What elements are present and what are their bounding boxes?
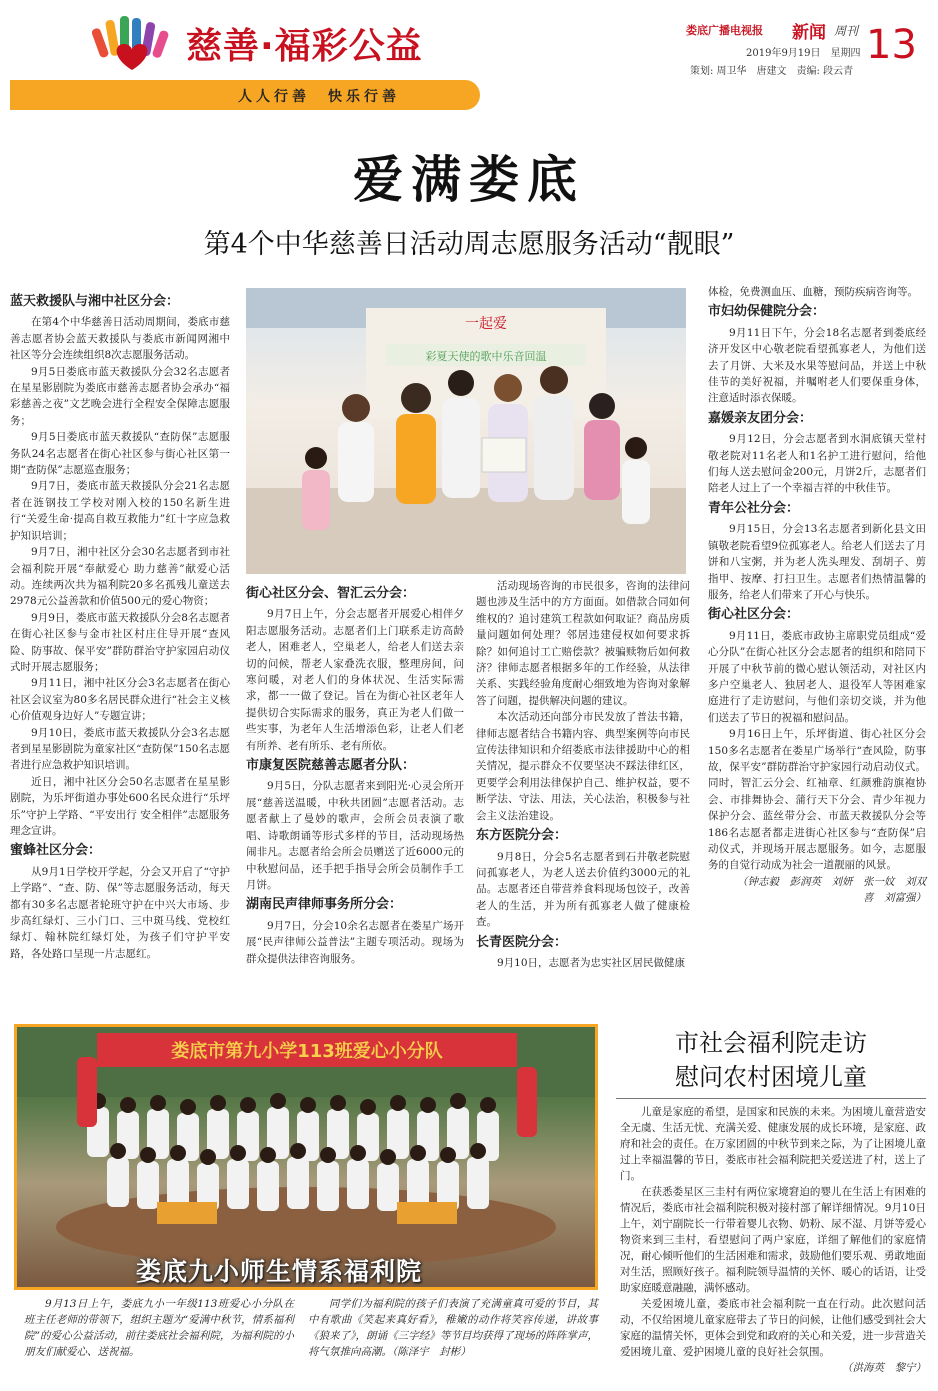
- issue-date: 2019年9月19日 星期四: [746, 48, 861, 59]
- paragraph: 9月10日，娄底市蓝天救援队分会3名志愿者到星星影剧院为童家社区“查防保”150名志愿者进行应急救护知识培训。: [10, 726, 230, 772]
- main-headline: 爱满娄底: [353, 151, 585, 209]
- paragraph: 儿童是家庭的希望，是国家和民族的未来。为困境儿童营造安全无虞、生活无忧、充满关爱、健康发展的成长环境，是家庭、政府和社会的责任。在万家团圆的中秋节到来之际，为了让困境儿童过上幸福温馨的节日，娄底市社会福利院把关爱送进了村，送上了门。: [620, 1106, 926, 1182]
- banner-text: 娄底市第九小学113班爱心小分队: [171, 1041, 443, 1062]
- section-title: 慈善·福彩公益: [186, 26, 423, 67]
- section-heading: 街心社区分会、智汇云分会：: [246, 586, 416, 601]
- paragraph: 近日，湘中社区分会50名志愿者在星星影剧院，为乐坪街道办事处600名民众进行“乐坪乐”守护上学路、“平安出行 安全相伴”志愿服务理念宣讲。: [10, 775, 230, 837]
- paragraph: 9月11日，湘中社区分会3名志愿者在街心社区会议室为80多名居民群众进行“社会主义核心价值观身边好人”专题宣讲；: [10, 677, 230, 723]
- title-line-1: 市社会福利院走访: [675, 1029, 867, 1057]
- banner-text: 一起爱: [465, 316, 507, 332]
- paragraph: 9月7日上午，分会志愿者开展爱心相伴夕阳志愿服务活动。志愿者们上门联系走访高龄老人，困难老人，空巢老人，给老人们送去亲切的问候，帮老人家叠洗衣服，整理房间，问寒问暖，对老人们的身体状况、生活实际需求，都一一做了登记。旨在为街心社区老年人提供切合实际需求的服务，真正为老人们做一些实事，为老年人生活增添色彩，让老人们老有所养、老有所乐、老有所依。: [246, 608, 464, 752]
- paragraph: 9月8日，分会5名志愿者到石井敬老院慰问孤寡老人，为老人送去价值约3000元的礼品。志愿者还自带营养食料现场包饺子，改善老人的生活，并为所有孤寡老人做了健康检查。: [476, 850, 690, 929]
- title-divider: [616, 1098, 926, 1099]
- paragraph: 在第4个中华慈善日活动周期间，娄底市慈善志愿者协会蓝天救援队与娄底市新闻网湘中社区等分会连续组织8次志愿服务活动。: [10, 316, 230, 362]
- photo-illustration: [246, 288, 686, 574]
- paragraph: 9月7日，分会10余名志愿者在娄星广场开展“民声律师公益普法”主题专项活动。现场为群众提供法律咨询服务。: [246, 919, 464, 965]
- paragraph: 9月12日，分会志愿者到水洞底镇天堂村敬老院对11名老人和1名护工进行慰问，给他们每人送去慰问金200元，月饼2斤，志愿者们陪老人过上了一个幸福吉祥的中秋佳节。: [708, 433, 926, 495]
- paragraph: 9月16日上午，乐坪街道、街心社区分会150多名志愿者在娄星广场举行“查风险，防事故，保平安”群防群治守护家园行动启动仪式。同时，智汇云分会、红袖章、红颜雅韵旗袍协会、市排舞协会、蒲行天下分会、青少年视力保护分会、蓝丝带分会、市蓝天救援队分会等186名志愿者都走进街心社区参与“查防保”启动仪式，并现场开展志愿服务。如今，志愿服务的自觉行动成为社会一道靓丽的风景。: [708, 728, 926, 872]
- paragraph: 体检，免费测血压、血糖，预防疾病咨询等。: [708, 286, 918, 298]
- section-heading: 青年公社分会：: [708, 500, 800, 516]
- paragraph: 9月9日，娄底市蓝天救援队分会8名志愿者在街心社区参与金市社区村庄住导开展“查风险、防事故、保平安”群防群治守护家园启动仪式时开展志愿服务；: [10, 611, 230, 673]
- section-heading: 湖南民声律师事务所分会：: [246, 897, 403, 913]
- lower-left-column-1: [24, 1296, 294, 1360]
- paragraph: 9月5日，分队志愿者来到阳光·心灵会所开展“慈善送温暖，中秋共团圆”志愿者活动。志愿者献上了曼妙的歌声，会所会员表演了歌唱、诗歌朗诵等形式多样的节目，活动现场热闹非凡。志愿者给会所会员赠送了近6000元的中秋慰问品，还手把手指导会所会员制作手工月饼。: [246, 780, 464, 891]
- right-story-title: [616, 1026, 926, 1094]
- article-column-1: [10, 290, 230, 962]
- section-heading: 蜜蜂社区分会：: [10, 843, 102, 859]
- paragraph: 本次活动还向部分市民发放了普法书籍，律师志愿者结合书籍内容、典型案例等向市民宣传法律知识和介绍娄底市法律援助中心的相关情况，提示群众不仅要坚决不踩法律红区，更要学会利用法律保护自己、维护权益，要不断学法、守法、用法，关心法治，积极参与社会主义法治建设。: [476, 711, 690, 822]
- class-group-photo: [14, 1024, 598, 1290]
- volunteers-group-photo: [246, 288, 686, 574]
- editors-credit: 策划: 周卫华 唐建文 责编: 段云青: [690, 66, 854, 77]
- right-story-body: [620, 1104, 926, 1376]
- weekly-label: 周刊: [834, 24, 859, 38]
- article-column-4: [708, 284, 926, 907]
- paragraph: 从9月1日学校开学起，分会又开启了“守护上学路”、“查、防、保”等志愿服务活动，每天都有30多名志愿者轮班守护在中兴大市场、步步高红绿灯、三小门口、三中斑马线、党校红绿灯、翰林院红绿灯处，为孩子们守护平安路，各处路口呈现一片志愿红。: [10, 865, 230, 960]
- paragraph: 在获悉娄星区三圭村有两位家境窘迫的婴儿在生活上有困难的情况后，娄底市社会福利院积极对接村部了解详细情况。9月10日上午，刘宁副院长一行带着婴儿衣物、奶粉、尿不湿、月饼等爱心物资来到三圭村，看望慰问了两户家庭，详细了解他们的家庭情况，耐心倾听他们的生活困难和需求，鼓励他们要乐观、勇敢地面对生活，照顾好孩子。福利院领导温情的关怀、暖心的话语，让受助家庭暖意融融，满怀感动。: [620, 1186, 926, 1294]
- sign-text: 彩夏天使的歌中乐音回温: [425, 350, 547, 363]
- paragraph: 9月10日，志愿者为忠实社区居民做健康: [497, 956, 686, 969]
- section-heading: 街心社区分会：: [708, 607, 800, 623]
- section-heading: 市妇幼保健院分会：: [708, 304, 826, 320]
- slogan: 人人行善 快乐行善: [238, 89, 400, 105]
- section-heading: 东方医院分会：: [476, 828, 568, 844]
- author-credit: （钟志毅 彭润英 刘妍 张一妏 刘双喜 刘富强）: [737, 875, 926, 905]
- paragraph: 9月11日下午，分会18名志愿者到娄底经济开发区中心敬老院看望孤寡老人，为他们送去了月饼、大米及水果等慰问品，并送上中秋佳节的美好祝福，并嘱咐老人们要保重身体，注意适时添衣保暖。: [708, 326, 926, 405]
- paragraph: 9月7日，湘中社区分会30名志愿者到市社会福利院开展“奉献爱心 助力慈善”献爱心活动。连续两次共为福利院20多名孤残儿童送去2978元公益善款和价值500元的爱心物资；: [10, 546, 230, 608]
- paragraph: 9月11日，娄底市政协主席职党员组成“爱心分队”在街心社区分会志愿者的组织和陪同下开展了中秋节前的微心慰认领活动，对社区内多户空巢老人、独居老人、退役军人等困难家庭进行了走访慰问，与他们亲切交谈，并为他们送去了节日的祝福和慰问品。: [708, 629, 926, 724]
- section-heading: 长青医院分会：: [476, 934, 568, 950]
- brand-name: 娄底广播电视报: [686, 24, 763, 37]
- paragraph: 关爱困境儿童，娄底市社会福利院一直在行动。此次慰问活动，不仅给困境儿童家庭带去了节日的问候，让他们感受到社会大家庭的温情关怀，更体会到党和政府的关心和关爱，进一步营造关爱困境儿童、爱护困境儿童的良好社会氛围。: [620, 1298, 926, 1358]
- photo-caption: 娄底九小师生情系福利院: [136, 1257, 423, 1286]
- title-line-2: 慰问农村困境儿童: [675, 1063, 867, 1091]
- lower-left-column-2: [308, 1296, 598, 1360]
- paragraph: 9月15日，分会13名志愿者到新化县文田镇敬老院看望9位孤寡老人。给老人们送去了月饼和八宝粥，并为老人洗头理发、刮胡子、剪指甲、按摩、打扫卫生。志愿者们热情温馨的服务，给老人们带来了开心与快乐。: [708, 523, 926, 601]
- paragraph: 同学们为福利院的孩子们表演了充满童真可爱的节目，其中有歌曲《笑起来真好看》，稚嫩的动作将笑容传递，讲故事《狼来了》，朗诵《三字经》等节目均获得了现场的阵阵掌声，将气氛推向高潮。（陈泽宇 封彬）: [308, 1298, 598, 1358]
- hands-heart-logo: [92, 14, 172, 76]
- author-credit: （洪海英 黎宁）: [842, 1362, 926, 1374]
- paragraph: 9月5日娄底市蓝天救援队“查防保”志愿服务队24名志愿者在街心社区参与街心社区第一期“查防保”志愿巡查服务；: [10, 431, 230, 477]
- paragraph: 9月5日娄底市蓝天救援队分会32名志愿者在星星影剧院为娄底市慈善志愿者协会承办“福彩慈善之夜”文艺晚会进行全程安全保障志愿服务；: [10, 365, 230, 427]
- sub-headline: 第4个中华慈善日活动周志愿服务活动“靓眼”: [203, 229, 735, 260]
- article-column-2: [246, 582, 464, 967]
- paragraph: 活动现场咨询的市民很多，咨询的法律问题也涉及生活中的方方面面。如借款合同如何维权的？追讨建筑工程款如何取证？商品房质量问题如何处理？邻居违建侵权如何要求拆除？如何追讨工亡赔偿款？被骗赎物后如何救济？律师志愿者根据多年的工作经验，从法律关系、实践经验角度耐心细致地为咨询对象解答了问题，提供解决问题的建议。: [476, 580, 690, 707]
- news-label: 新闻: [792, 23, 826, 43]
- article-column-3: [476, 578, 690, 971]
- section-heading: 市康复医院慈善志愿者分队：: [246, 758, 416, 774]
- section-heading: 嘉媛亲友团分会：: [708, 410, 813, 426]
- photo-illustration: [17, 1027, 595, 1287]
- page-number: 13: [866, 22, 917, 68]
- section-heading: 蓝天救援队与湘中社区分会：: [10, 294, 180, 309]
- paragraph: 9月7日，娄底市蓝天救援队分会21名志愿者在涟钢技工学校对刚入校的150名新生进行“关爱生命·提高自救互救能力”红十字应急救护知识培训；: [10, 480, 230, 542]
- paragraph: 9月13日上午，娄底九小一年级113班爱心小分队在班主任老师的带领下，组织主题为“爱满中秋节，情系福利院”的爱心公益活动，前往娄底社会福利院，为福利院的小朋友们献爱心、送祝福。: [24, 1298, 294, 1358]
